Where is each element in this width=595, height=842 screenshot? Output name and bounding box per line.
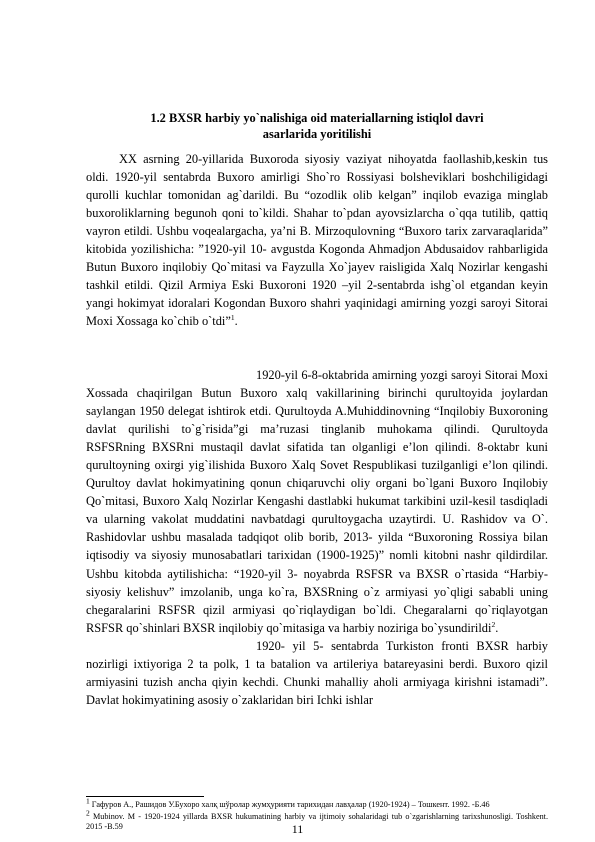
footnote-ref-2: 2	[491, 619, 496, 629]
footnote-1	[86, 796, 548, 811]
body-paragraph-3	[86, 637, 548, 709]
section-heading-line-2: asarlarida yoritilishi	[262, 127, 372, 141]
paragraph-2-text: 1920-yil 6-8-oktabrida amirning yozgi saroyi Sitorai Moxi Xossada chaqirilgan Butun Buxoro xalq vakillarining birinchi qurultoyida joylardan saylangan 1950 delegat ishtirok etdi. Qurultoyda A.Muhiddinovning “Inqilobiy Buxoroning davlat qurilishi to`g`risida”gi ma’ruzasi tinglanib muhokama qilindi. Qurultoyda RSFSRning BXSRni mustaqil davlat sifatida tan olganligi e’lon qilindi. 8-oktabr kuni qurultoyning oxirgi yig`ilishida Buxoro Xalq Sovet Respublikasi tuzilganligi e’lon qilindi. Qurultoy davlat hokimyatining qonun chiqaruvchi oliy organi bo`lgani Buxoro Inqilobiy Qo`mitasi, Buxoro Xalq Nozirlar Kengashi dastlabki hukumat tarkibini uzil-kesil tasdiqladi va ularning vakolat muddatini navbatdagi qurultoygacha uzaytirdi. U. Rashidov va O`. Rashidovlar ushbu masalada tadqiqot olib borib, 2013- yilda “Buxoroning Rossiya bilan iqtisodiy va siyosiy munosabatlari tarixidan (1900-1925)” nomli kitobni nashr qildirdilar. Ushbu kitobda aytilishicha: “1920-yil 3- noyabrda RSFSR va BXSR o`rtasida “Harbiy-siyosiy kelishuv” imzolanib, unga ko`ra, BXSRning o`z armiyasi yo`qligi sababli uning chegaralarini RSFSR qizil armiyasi qo`riqlaydigan bo`ldi. Chegaralarni qo`riqlayotgan RSFSR qo`shinlari BXSR inqilobiy qo`mitasiga va harbiy noziriga bo`ysundirildi	[86, 368, 548, 635]
footnote-1-text: Гафуров А., Рашидов У.Бухоро халқ шўролар жумҳурияти тарихидан лавҳалар (1920-1924) – Тошкент. 1992. -Б.46	[89, 800, 490, 809]
footnote-2-text: Mubinov. M - 1920-1924 yillarda BXSR hukumatining harbiy va ijtimoiy sohalaridagi tub o`zgarishlarning tarixshunosligi. Toshkent. 2015 -B.59	[86, 811, 548, 832]
paragraph-1-end: .	[234, 314, 238, 329]
body-paragraph-1	[86, 150, 548, 330]
page-number: 11	[291, 822, 304, 836]
section-heading	[86, 110, 548, 142]
footnote-divider	[86, 796, 204, 797]
footnote-2-number: 2	[86, 807, 90, 817]
footnote-ref-1: 1	[230, 313, 235, 323]
paragraph-3-text: 1920- yil 5- sentabrda Turkiston fronti BXSR harbiy nozirligi ixtiyoriga 2 ta polk, 1 ta batalion va artileriya batareyasini berdi. Buxoro qizil armiyasini tuzish ancha qiyin kechdi. Chunki mahalliy aholi armiyaga kirishni istamadi”. Davlat hokimyatining asosiy o`zaklaridan biri Ichki ishlar	[86, 639, 548, 708]
section-heading-line-1: 1.2 BXSR harbiy yo`nalishiga oid materiallarning istiqlol davri	[150, 111, 484, 125]
footnote-1-number: 1	[86, 796, 90, 806]
paragraph-1-text: XX asrning 20-yillarida Buxoroda siyosiy vaziyat nihoyatda faollashib,keskin tus oldi. 1920-yil sentabrda Buxoro amirligi Sho`ro Rossiyasi bolsheviklari boshchiligidagi qurolli kuchlar tomonidan ag`darildi. Bu “ozodlik olib kelgan” inqilob evaziga minglab buxoroliklarning begunoh qoni to`kildi. Shahar to`pdan ayovsizlarcha o`qqa tutilib, qattiq vayron etildi. Ushbu voqealargacha, ya’ni B. Mirzoqulovning “Buxoro tarix zarvaraqlarida” kitobida yozilishicha: ”1920-yil 10- avgustda Kogonda Ahmadjon Abdusaidov rahbarligida Butun Buxoro inqilobiy Qo`mitasi va Fayzulla Xo`jayev raisligida Xalq Nozirlar kengashi tashkil etildi. Qizil Armiya Eski Buxoroni 1920 –yil 2-sentabrda ishg`ol etgandan keyin yangi hokimyat idoralari Kogondan Buxoro shahri yaqinidagi amirning yozgi saroyi Sitorai Moxi Xossaga ko`chib o`tdi”	[86, 152, 548, 329]
body-paragraph-2	[86, 366, 548, 637]
paragraph-2-end: .	[495, 620, 499, 635]
